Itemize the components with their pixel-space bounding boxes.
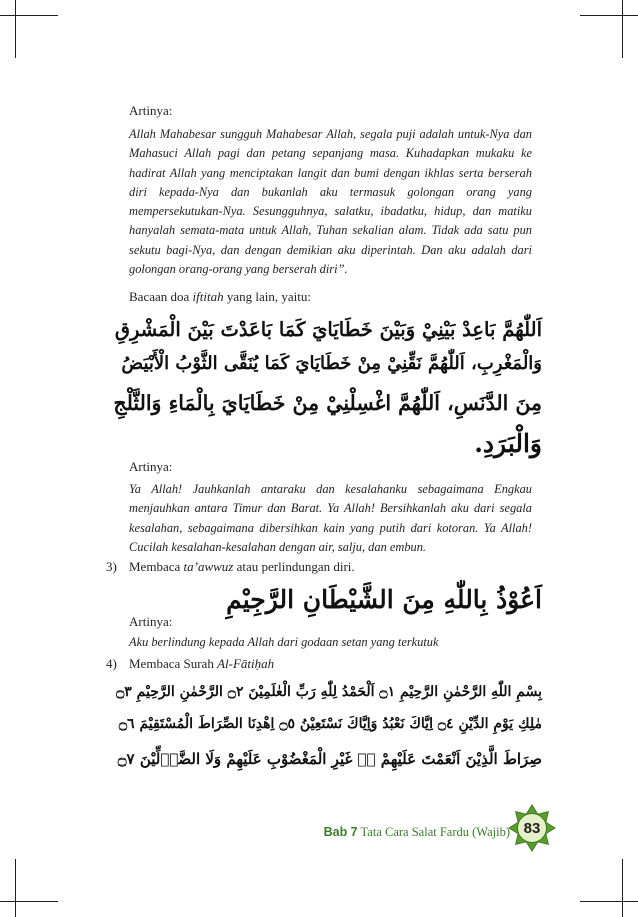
crop-mark-bottom-right-h — [580, 901, 638, 902]
footer-chapter-title: Tata Cara Salat Fardu (Wajib) — [360, 825, 510, 839]
page-footer — [324, 825, 510, 840]
bacaan-suffix: yang lain, yaitu: — [223, 289, 311, 304]
page-number-badge — [508, 804, 556, 852]
doa-arabic-line-3: مِنَ الدَّنَسِ، اَللّٰهُمَّ اغْسِلْنِيْ مِنْ خَطَايَايَ بِالْمَاءِ وَالثَّلْجِ — [113, 391, 542, 415]
item-3-number: 3) — [106, 559, 117, 574]
item-3-prefix: Membaca — [129, 559, 184, 574]
translation-paragraph-1: Allah Mahabesar sungguh Mahabesar Allah, segala puji adalah untuk-Nya dan Mahasuci Allah pagi dan petang sepanjang masa. Kuhadapkan mukaku ke hadirat Allah yang menciptakan langit dan bumi dengan ikhlas serta berserah diri kepada-Nya dan bukanlah aku termasuk golongan orang yang mempersekutukan-Nya. Sesungguhnya, salatku, ibadatku, hidup, dan matiku hanyalah semata-mata untuk Allah, Tuhan sekalian alam. Tidak ada satu pun sekutu bagi-Nya, dan dengan demikian aku diperintah. Dan aku adalah dari golongan orang-orang yang berserah diri”. — [129, 127, 532, 277]
item-3-suffix: atau perlindungan diri. — [233, 559, 355, 574]
doa-arabic-line-4: وَالْبَرَدِ. — [474, 429, 542, 458]
artinya-label-3: Artinya: — [129, 614, 173, 629]
crop-mark-top-left-h — [0, 15, 58, 16]
artinya-label-2: Artinya: — [129, 459, 173, 474]
crop-mark-bottom-right-v — [622, 859, 623, 917]
fatihah-arabic-line-1: بِسْمِ اللّٰهِ الرَّحْمٰنِ الرَّحِيْمِ ۝١ اَلْحَمْدُ لِلّٰهِ رَبِّ الْعٰلَمِيْنَ ۝٢ الرَّحْمٰنِ الرَّحِيْمِ ۝٣ — [116, 684, 542, 700]
item-4-number: 4) — [106, 656, 117, 671]
crop-mark-bottom-left-v — [15, 859, 16, 917]
crop-mark-top-left-v — [15, 0, 16, 58]
fatihah-arabic-line-3: صِرَاطَ الَّذِيْنَ اَنْعَمْتَ عَلَيْهِمْ ەۙ غَيْرِ الْمَغْضُوْبِ عَلَيْهِمْ وَلَا الضَّاۤلِّيْنَ ۝٧ — [117, 750, 542, 768]
page-number: 83 — [523, 820, 541, 837]
item-4-term: Al-Fātiḥah — [217, 656, 275, 671]
artinya-label-1: Artinya: — [129, 103, 173, 118]
crop-mark-bottom-left-h — [0, 901, 58, 902]
translation-paragraph-2: Ya Allah! Jauhkanlah antaraku dan kesalahanku sebagaimana Engkau menjauhkan antara Timur dan Barat. Ya Allah! Bersihkanlah aku dari segala kesalahan, sebagaimana dibersihkan kain yang putih dari kotoran. Ya Allah! Cucilah kesalahan-kesalahan dengan air, salju, dan embun. — [129, 482, 532, 554]
item-4-prefix: Membaca Surah — [129, 656, 218, 671]
bacaan-iftitah-line — [129, 289, 311, 305]
crop-mark-top-right-h — [580, 15, 638, 16]
fatihah-arabic-line-2: مٰلِكِ يَوْمِ الدِّيْنِ ۝٤ اِيَّاكَ نَعْبُدُ وَاِيَّاكَ نَسْتَعِيْنُ ۝٥ اِهْدِنَا الصِّرَاطَ الْمُسْتَقِيْمَ ۝٦ — [118, 716, 542, 732]
bacaan-prefix: Bacaan doa — [129, 289, 193, 304]
item-4-text — [129, 656, 274, 672]
doa-arabic-line-2: وَالْمَغْرِبِ، اَللّٰهُمَّ نَقِّنِيْ مِنْ خَطَايَايَ كَمَا يُنَقَّى الثَّوْبُ الْأَبْيَضُ — [121, 353, 542, 374]
item-3-term: ta’awwuz — [183, 559, 234, 574]
bacaan-term: iftitah — [192, 289, 224, 304]
crop-mark-top-right-v — [622, 0, 623, 58]
doa-arabic-line-1: اَللّٰهُمَّ بَاعِدْ بَيْنِيْ وَبَيْنَ خَطَايَايَ كَمَا بَاعَدْتَ بَيْنَ الْمَشْرِقِ — [114, 318, 542, 341]
item-3-text — [129, 559, 355, 575]
taawwuz-arabic: اَعُوْذُ بِاللّٰهِ مِنَ الشَّيْطَانِ الرَّجِيْمِ — [226, 585, 542, 614]
footer-bab-label: Bab 7 — [323, 825, 358, 839]
translation-paragraph-3: Aku berlindung kepada Allah dari godaan setan yang terkutuk — [129, 635, 439, 649]
